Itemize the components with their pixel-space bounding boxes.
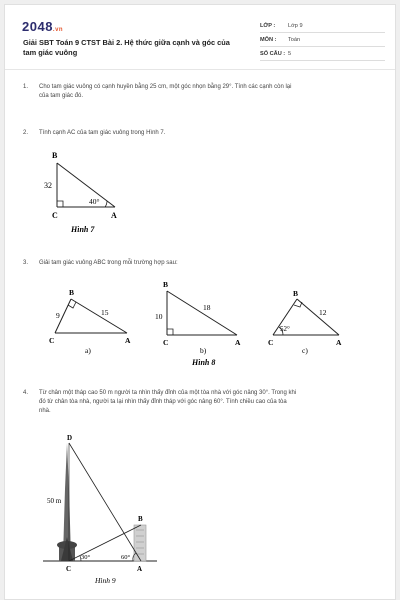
meta-key: SỐ CÂU : (260, 51, 286, 57)
meta-value: Lớp 9 (288, 23, 303, 29)
fig8a-side-2: 15 (101, 308, 109, 317)
fig8c-angle-label: 52° (280, 325, 290, 333)
question-text (39, 129, 165, 138)
question-line: nhà. (39, 408, 51, 414)
question-number: 1. (23, 84, 29, 90)
fig8b-label: b) (200, 346, 207, 355)
fig7-caption: Hình 7 (71, 225, 95, 234)
meta-key: MÔN : (260, 37, 277, 43)
meta-subject (260, 35, 385, 47)
meta-value: 5 (288, 51, 292, 57)
fig8c-vertex-a: A (336, 338, 342, 347)
fig8c-vertex-c: C (268, 338, 274, 347)
figure-9 (35, 433, 165, 588)
fig9-point-c: C (66, 565, 72, 573)
fig7-angle-label: 40° (89, 197, 100, 206)
question-line: Cho tam giác vuông có cạnh huyền bằng 25 cm, một góc nhọn bằng 29°. Tính các cạnh còn lại (39, 84, 292, 90)
meta-count (260, 49, 385, 61)
fig8b-vertex-b: B (163, 280, 169, 289)
header-divider (5, 69, 395, 70)
fig9-caption: Hình 9 (95, 576, 116, 585)
question-line: đó từ chân tòa nhà, người ta lại nhìn thấy đỉnh tháp với góc nâng 60°. Tính chiều cao của tòa (39, 399, 287, 405)
fig7-vertex-b: B (52, 151, 58, 160)
fig8a-vertex-c: C (49, 336, 55, 345)
fig8a-vertex-a: A (125, 336, 131, 345)
question-line: Giải tam giác vuông ABC trong mỗi trường hợp sau: (39, 260, 178, 266)
fig8b-vertex-a: A (235, 338, 241, 347)
fig9-point-a: A (137, 565, 143, 573)
fig9-point-b: B (138, 515, 143, 523)
figure-8 (35, 275, 355, 375)
question-number: 2. (23, 130, 29, 136)
fig9-point-d: D (67, 434, 73, 442)
question-text (39, 389, 296, 416)
fig8b-side-2: 18 (203, 303, 211, 312)
fig8c-side-1: 12 (319, 308, 327, 317)
site-logo[interactable] (22, 19, 63, 34)
fig8c-label: c) (302, 346, 308, 355)
fig7-vertex-c: C (52, 211, 58, 220)
fig7-vertex-a: A (111, 211, 117, 220)
document-title: Giải SBT Toán 9 CTST Bài 2. Hệ thức giữa cạnh và góc của tam giác vuông (23, 38, 230, 57)
question-line: của tam giác đó. (39, 93, 84, 99)
fig9-height-label: 50 m (47, 497, 62, 505)
question-text (39, 83, 291, 101)
fig7-side-label: 32 (44, 181, 52, 190)
logo-suffix: .vn (52, 27, 64, 33)
question-text (39, 259, 178, 268)
question-number: 3. (23, 260, 29, 266)
figure-7 (35, 145, 145, 240)
meta-grade (260, 21, 385, 33)
fig8b-vertex-c: C (163, 338, 169, 347)
question-line: Từ chân một tháp cao 50 m người ta nhìn thấy đỉnh của một tòa nhà với góc nâng 30°. Trong khi (39, 390, 297, 396)
fig9-angle-60: 60° (121, 554, 131, 561)
question-line: Tính cạnh AC của tam giác vuông trong Hình 7. (39, 130, 166, 136)
fig8c-vertex-b: B (293, 289, 299, 298)
fig9-angle-30: 30° (81, 554, 91, 561)
meta-key: LỚP : (260, 23, 276, 29)
fig8-caption: Hình 8 (192, 358, 216, 367)
question-number: 4. (23, 390, 29, 396)
fig8a-side-1: 9 (56, 311, 60, 320)
fig8b-side-1: 10 (155, 312, 163, 321)
fig8a-vertex-b: B (69, 288, 75, 297)
fig8a-label: a) (85, 346, 91, 355)
document-page (4, 4, 396, 600)
meta-value: Toán (288, 37, 301, 43)
building-shape (134, 525, 146, 561)
logo-text: 2048 (22, 19, 53, 34)
